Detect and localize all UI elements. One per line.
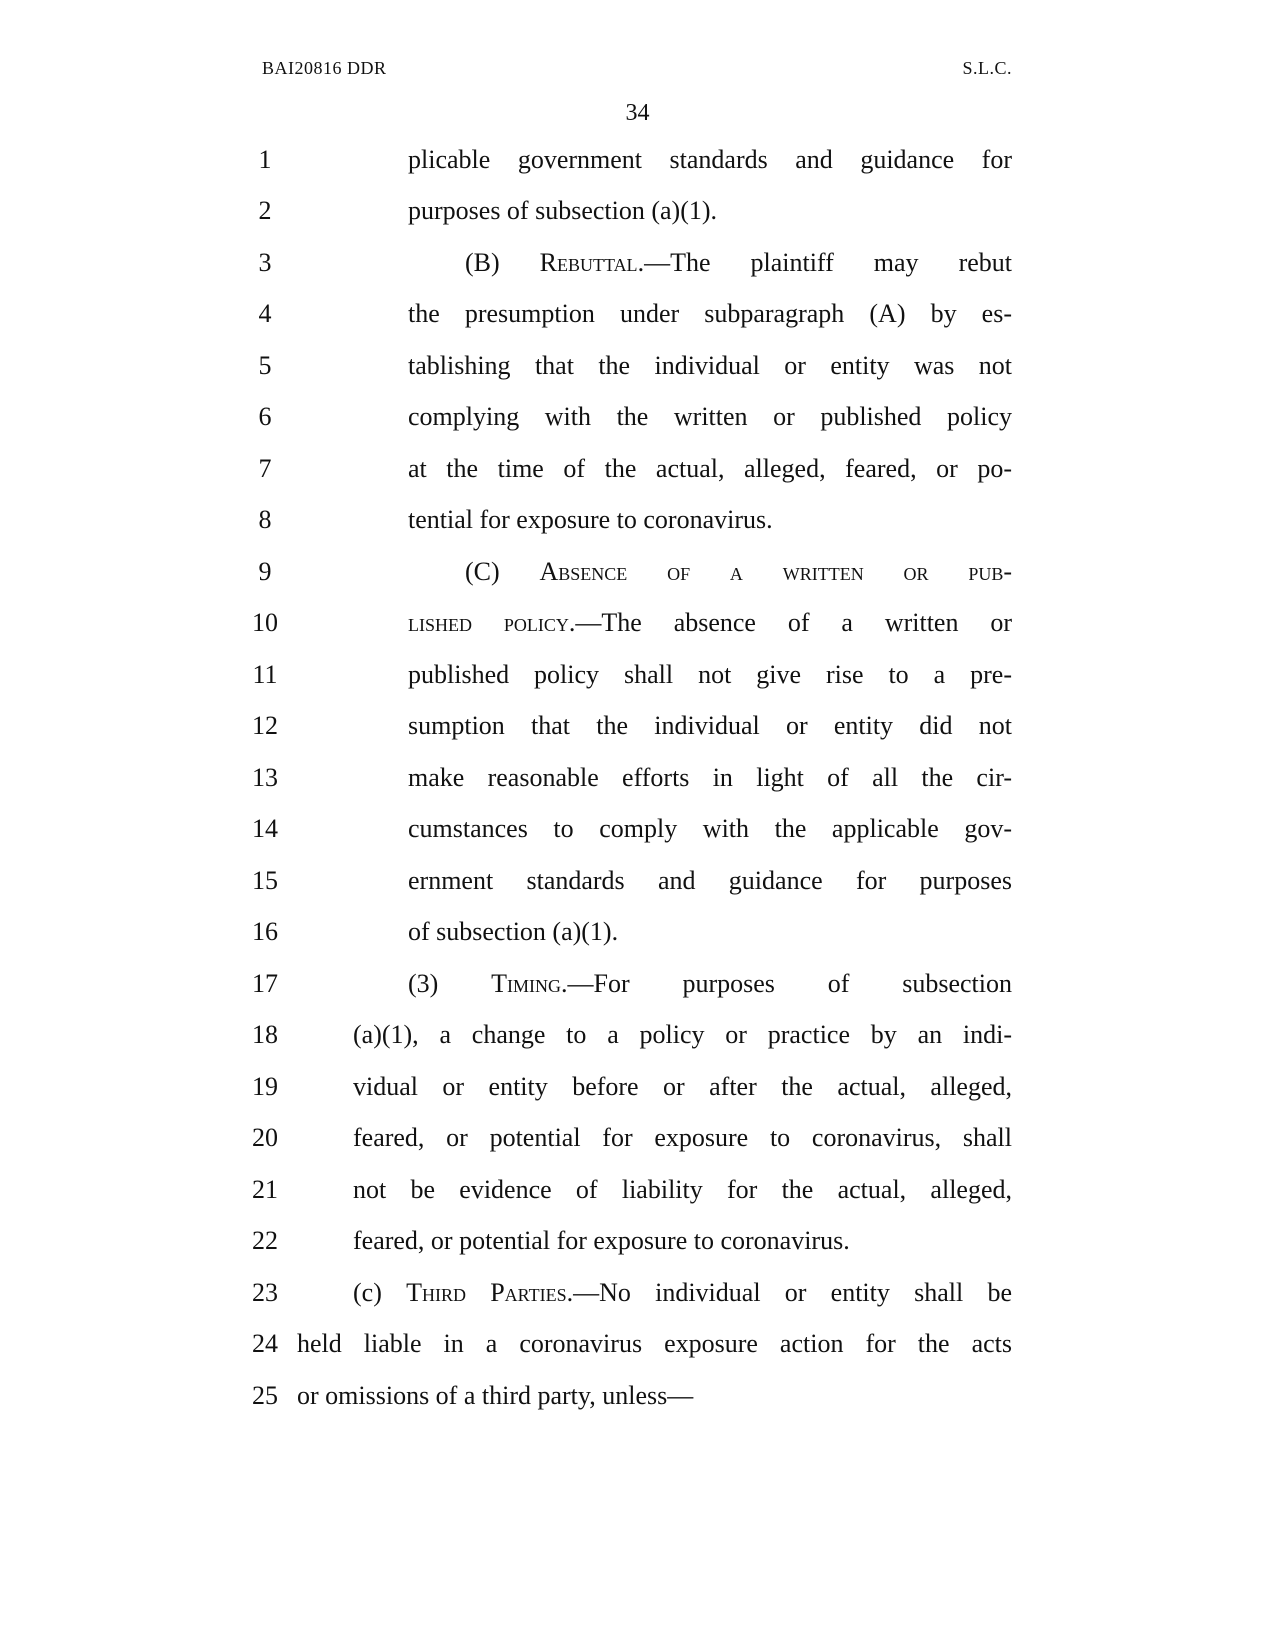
office-code: S.L.C.: [962, 58, 1012, 78]
text-line: [0, 552, 1275, 592]
text-line: [0, 449, 1275, 489]
text-line: [0, 706, 1275, 746]
line-text: (a)(1), a change to a policy or practice by an indi-: [353, 1020, 1012, 1049]
line-text: plicable government standards and guidance for: [408, 145, 1012, 174]
line-number: 19: [252, 1072, 278, 1101]
line-text: held liable in a coronavirus exposure action for the acts: [297, 1329, 1012, 1358]
text-line: [0, 140, 1275, 180]
page-number: 34: [625, 100, 650, 126]
line-number: 15: [252, 866, 278, 895]
line-text: not be evidence of liability for the actual, alleged,: [353, 1175, 1012, 1204]
line-number: 14: [252, 814, 278, 843]
text-line: [0, 346, 1275, 386]
line-number: 22: [252, 1226, 278, 1255]
text-line: [0, 294, 1275, 334]
line-number: 10: [252, 608, 278, 637]
text-line: [0, 912, 1275, 952]
line-number: 13: [252, 763, 278, 792]
text-line: [0, 1221, 1275, 1261]
text-line: [0, 603, 1275, 643]
line-number: 8: [258, 505, 272, 534]
line-text: published policy shall not give rise to a pre-: [408, 660, 1012, 689]
text-line: [0, 243, 1275, 283]
line-text: (C) Absence of a written or pub-: [465, 557, 1012, 586]
text-line: [0, 758, 1275, 798]
text-line: [0, 1273, 1275, 1313]
line-number: 2: [258, 196, 272, 225]
line-number: 21: [252, 1175, 278, 1204]
line-text: tential for exposure to coronavirus.: [408, 505, 773, 534]
line-text: (3) Timing.—For purposes of subsection: [408, 969, 1012, 998]
text-line: [0, 1324, 1275, 1364]
line-number: 4: [258, 299, 272, 328]
line-number: 18: [252, 1020, 278, 1049]
line-text: or omissions of a third party, unless—: [297, 1381, 694, 1410]
line-text: make reasonable efforts in light of all the cir-: [408, 763, 1012, 792]
line-number: 1: [258, 145, 272, 174]
line-number: 16: [252, 917, 278, 946]
line-text: sumption that the individual or entity did not: [408, 711, 1012, 740]
line-text: tablishing that the individual or entity was not: [408, 351, 1012, 380]
text-line: [0, 1015, 1275, 1055]
line-number: 17: [252, 969, 278, 998]
line-text: the presumption under subparagraph (A) by es-: [408, 299, 1012, 328]
line-number: 11: [252, 660, 278, 689]
line-number: 5: [258, 351, 272, 380]
line-text: complying with the written or published policy: [408, 402, 1012, 431]
text-line: [0, 500, 1275, 540]
line-text: ernment standards and guidance for purposes: [408, 866, 1012, 895]
subheading-timing: Timing: [491, 969, 562, 998]
subheading-rebuttal: Rebuttal: [539, 248, 638, 277]
line-number: 6: [258, 402, 272, 431]
line-number: 7: [258, 454, 272, 483]
line-number: 20: [252, 1123, 278, 1152]
text-line: [0, 1376, 1275, 1416]
line-text: lished policy.—The absence of a written or: [408, 608, 1013, 637]
text-line: [0, 655, 1275, 695]
document-id: BAI20816 DDR: [262, 58, 387, 78]
text-line: [0, 1118, 1275, 1158]
text-line: [0, 1170, 1275, 1210]
line-number: 12: [252, 711, 278, 740]
line-number: 23: [252, 1278, 278, 1307]
line-text: cumstances to comply with the applicable gov-: [408, 814, 1012, 843]
line-text: feared, or potential for exposure to coronavirus.: [353, 1226, 850, 1255]
line-number: 25: [252, 1381, 278, 1410]
line-text: of subsection (a)(1).: [408, 917, 619, 946]
text-line: [0, 809, 1275, 849]
subheading-absence-cont: lished policy: [408, 608, 569, 637]
text-line: [0, 964, 1275, 1004]
line-number: 24: [252, 1329, 278, 1358]
line-text: (B) Rebuttal.—The plaintiff may rebut: [465, 248, 1012, 277]
line-text: vidual or entity before or after the actual, alleged,: [353, 1072, 1012, 1101]
text-line: [0, 397, 1275, 437]
line-number: 3: [258, 248, 272, 277]
text-line: [0, 861, 1275, 901]
text-line: [0, 191, 1275, 231]
line-text: at the time of the actual, alleged, feared, or po-: [408, 454, 1012, 483]
text-line: [0, 1067, 1275, 1107]
line-number: 9: [258, 557, 272, 586]
subheading-third-parties: Third Parties: [406, 1278, 567, 1307]
line-text: (c) Third Parties.—No individual or entity shall be: [353, 1278, 1012, 1307]
subheading-absence: Absence of a written or pub-: [539, 557, 1012, 586]
line-text: feared, or potential for exposure to coronavirus, shall: [353, 1123, 1012, 1152]
line-text: purposes of subsection (a)(1).: [408, 196, 718, 225]
